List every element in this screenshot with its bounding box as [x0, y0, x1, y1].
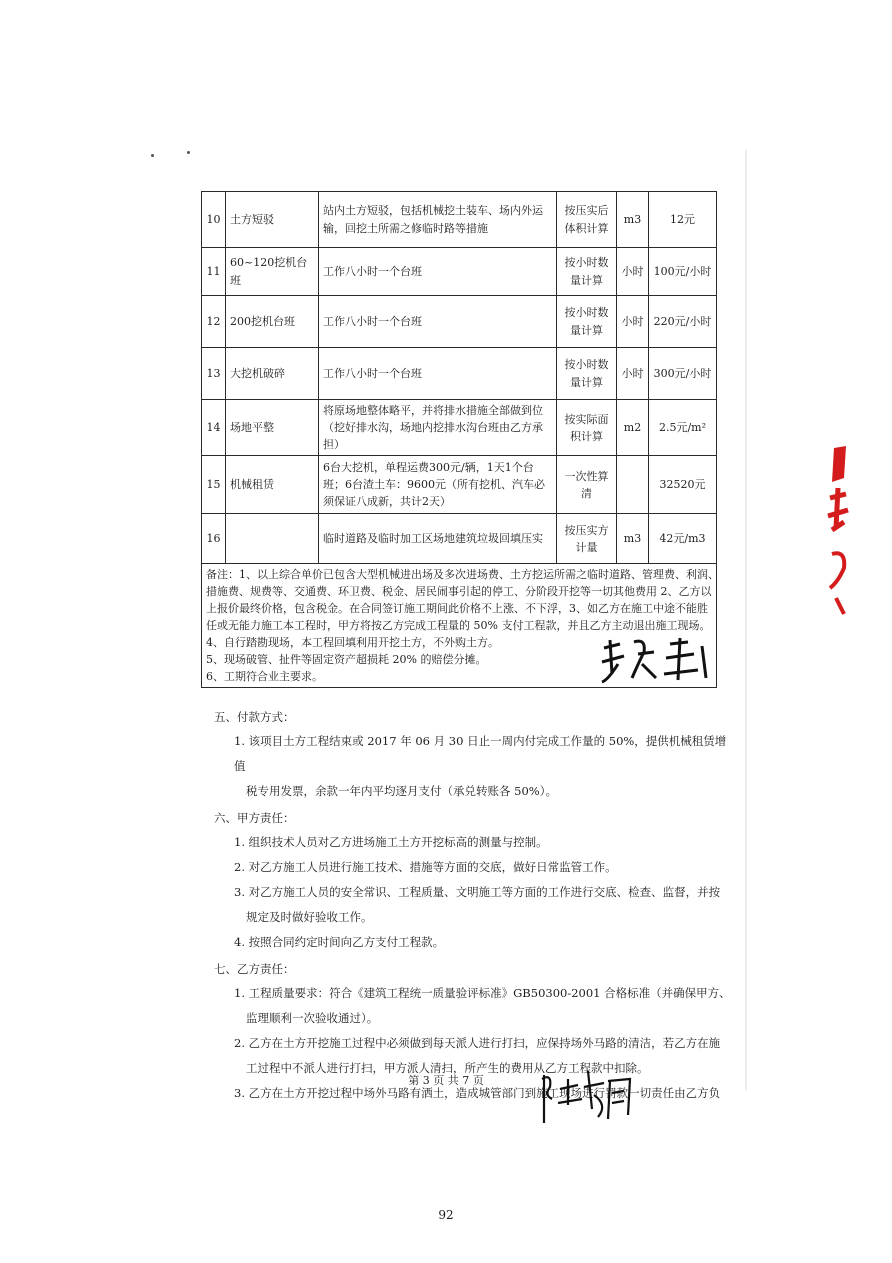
row-number-cell: 16: [202, 514, 226, 564]
table-row: [202, 296, 717, 348]
section-heading-party-b: 七、乙方责任：: [214, 962, 295, 976]
unit-cell: 小时: [617, 296, 649, 348]
table-row: [202, 456, 717, 514]
remarks-line: 备注：1、以上综合单价已包含大型机械进出场及多次进场费、土方挖运所需之临时道路、管理费、利润、: [206, 568, 719, 582]
calculation-method-cell: 一次性算清: [557, 456, 617, 514]
calculation-method-cell: 按小时数量计算: [557, 296, 617, 348]
calculation-method-cell: 按小时数量计算: [557, 248, 617, 296]
unit-price-cell: 100元/小时: [649, 248, 717, 296]
table-row: [202, 400, 717, 456]
clause-text: 3. 对乙方施工人员的安全常识、工程质量、文明施工等方面的工作进行交底、检查、监督，并按: [234, 885, 721, 899]
calculation-method-cell: 按压实后体积计算: [557, 192, 617, 248]
clause-continuation: 监理顺利一次验收通过）。: [246, 1011, 379, 1025]
clause-text: 2. 对乙方施工人员进行施工技术、措施等方面的交底，做好日常监管工作。: [234, 860, 617, 874]
item-name-cell: 60~120挖机台班: [226, 248, 319, 296]
unit-price-cell: 300元/小时: [649, 348, 717, 400]
red-seal-stamp: [820, 438, 850, 618]
remarks-line: 6、工期符合业主要求。: [206, 670, 323, 684]
table-row: [202, 514, 717, 564]
section-heading-payment: 五、付款方式：: [214, 710, 295, 724]
work-content-cell: 工作八小时一个台班: [319, 348, 557, 400]
clause-continuation: 工过程中不派人进行打扫，甲方派人清扫，所产生的费用从乙方工程款中扣除。: [246, 1061, 649, 1075]
row-number-cell: 10: [202, 192, 226, 248]
remarks-line: 任或无能力施工本工程时，甲方将按乙方完成工程量的 50% 支付工程款，并且乙方主动退出施工现场。: [206, 619, 711, 633]
work-content-cell: 站内土方短驳，包括机械挖土装车、场内外运输，回挖土所需之修临时路等措施: [319, 192, 557, 248]
unit-cell: m2: [617, 400, 649, 456]
table-row: [202, 248, 717, 296]
bottom-handwritten-signature: [538, 1065, 638, 1130]
clause-text: 1. 该项目土方工程结束或 2017 年 06 月 30 日止一周内付完成工作量的 50%，提供机械租赁增值: [234, 734, 727, 773]
section-heading-party-a: 六、甲方责任：: [214, 811, 295, 825]
item-name-cell: 土方短驳: [226, 192, 319, 248]
unit-price-cell: 32520元: [649, 456, 717, 514]
payment-clause-1: [214, 729, 734, 804]
calculation-method-cell: 按小时数量计算: [557, 348, 617, 400]
work-content-cell: 临时道路及临时加工区场地建筑垃圾回填压实: [319, 514, 557, 564]
table-row: [202, 348, 717, 400]
unit-cell: m3: [617, 514, 649, 564]
pricing-table: [201, 191, 717, 688]
row-number-cell: 12: [202, 296, 226, 348]
party-b-clause-1: [214, 981, 734, 1031]
unit-price-cell: 42元/m3: [649, 514, 717, 564]
calculation-method-cell: 按实际面积计算: [557, 400, 617, 456]
scan-edge-shadow: [745, 150, 747, 1090]
item-name-cell: 200挖机台班: [226, 296, 319, 348]
party-a-clause-3: [214, 880, 734, 930]
unit-cell: m3: [617, 192, 649, 248]
scan-speck: [151, 154, 154, 157]
row-number-cell: 13: [202, 348, 226, 400]
page-number: 92: [438, 1208, 454, 1222]
party-a-clause-2: [214, 855, 734, 880]
clause-text: 1. 组织技术人员对乙方进场施工土方开挖标高的测量与控制。: [234, 835, 548, 849]
party-a-clause-4: [214, 930, 734, 955]
work-content-cell: 工作八小时一个台班: [319, 296, 557, 348]
item-name-cell: 机械租赁: [226, 456, 319, 514]
calculation-method-cell: 按压实方计量: [557, 514, 617, 564]
clause-text: 2. 乙方在土方开挖施工过程中必须做到每天派人进行打扫，应保持场外马路的清洁，若乙方在施: [234, 1036, 721, 1050]
row-number-cell: 11: [202, 248, 226, 296]
unit-cell: [617, 456, 649, 514]
remarks-line: 4、自行踏勘现场，本工程回填利用开挖土方，不外购土方。: [206, 636, 499, 650]
unit-price-cell: 220元/小时: [649, 296, 717, 348]
clause-text: 4. 按照合同约定时间向乙方支付工程款。: [234, 935, 445, 949]
table-row: [202, 192, 717, 248]
table-handwritten-signature: [598, 634, 718, 686]
remarks-line: 上报价最终价格，包含税金。在合同签订施工期间此价格不上涨、不下浮，3、如乙方在施工中途不能胜: [206, 602, 708, 616]
item-name-cell: 场地平整: [226, 400, 319, 456]
clause-text: 1. 工程质量要求：符合《建筑工程统一质量验评标准》GB50300-2001 合格标准（并确保甲方、: [234, 986, 731, 1000]
contract-sections: [214, 705, 734, 1106]
remarks-line: 5、现场破管、扯件等固定资产超损耗 20% 的赔偿分摊。: [206, 653, 487, 667]
row-number-cell: 14: [202, 400, 226, 456]
row-number-cell: 15: [202, 456, 226, 514]
unit-price-cell: 12元: [649, 192, 717, 248]
item-name-cell: [226, 514, 319, 564]
clause-text: 3. 乙方在土方开挖过程中场外马路有洒土，造成城管部门到施工现场进行罚款一切责任由乙方负: [234, 1086, 721, 1100]
work-content-cell: 工作八小时一个台班: [319, 248, 557, 296]
work-content-cell: 6台大挖机，单程运费300元/辆，1天1个台班；6台渣土车：9600元（所有挖机、汽车必须保证八成新，共计2天）: [319, 456, 557, 514]
clause-continuation: 规定及时做好验收工作。: [246, 910, 373, 924]
item-name-cell: 大挖机破碎: [226, 348, 319, 400]
clause-continuation: 税专用发票，余款一年内平均逐月支付（承兑转账各 50%）。: [246, 784, 557, 798]
page-of-total: 第 3 页 共 7 页: [408, 1074, 484, 1087]
work-content-cell: 将原场地整体略平，并将排水措施全部做到位（挖好排水沟，场地内挖排水沟台班由乙方承担）: [319, 400, 557, 456]
unit-cell: 小时: [617, 248, 649, 296]
remarks-line: 措施费、规费等、交通费、环卫费、税金、居民闹事引起的停工、分阶段开挖等一切其他费用 2、乙方以: [206, 585, 712, 599]
pricing-table-container: [201, 191, 719, 701]
unit-cell: 小时: [617, 348, 649, 400]
party-a-clause-1: [214, 830, 734, 855]
scan-speck: [187, 151, 190, 154]
unit-price-cell: 2.5元/m²: [649, 400, 717, 456]
